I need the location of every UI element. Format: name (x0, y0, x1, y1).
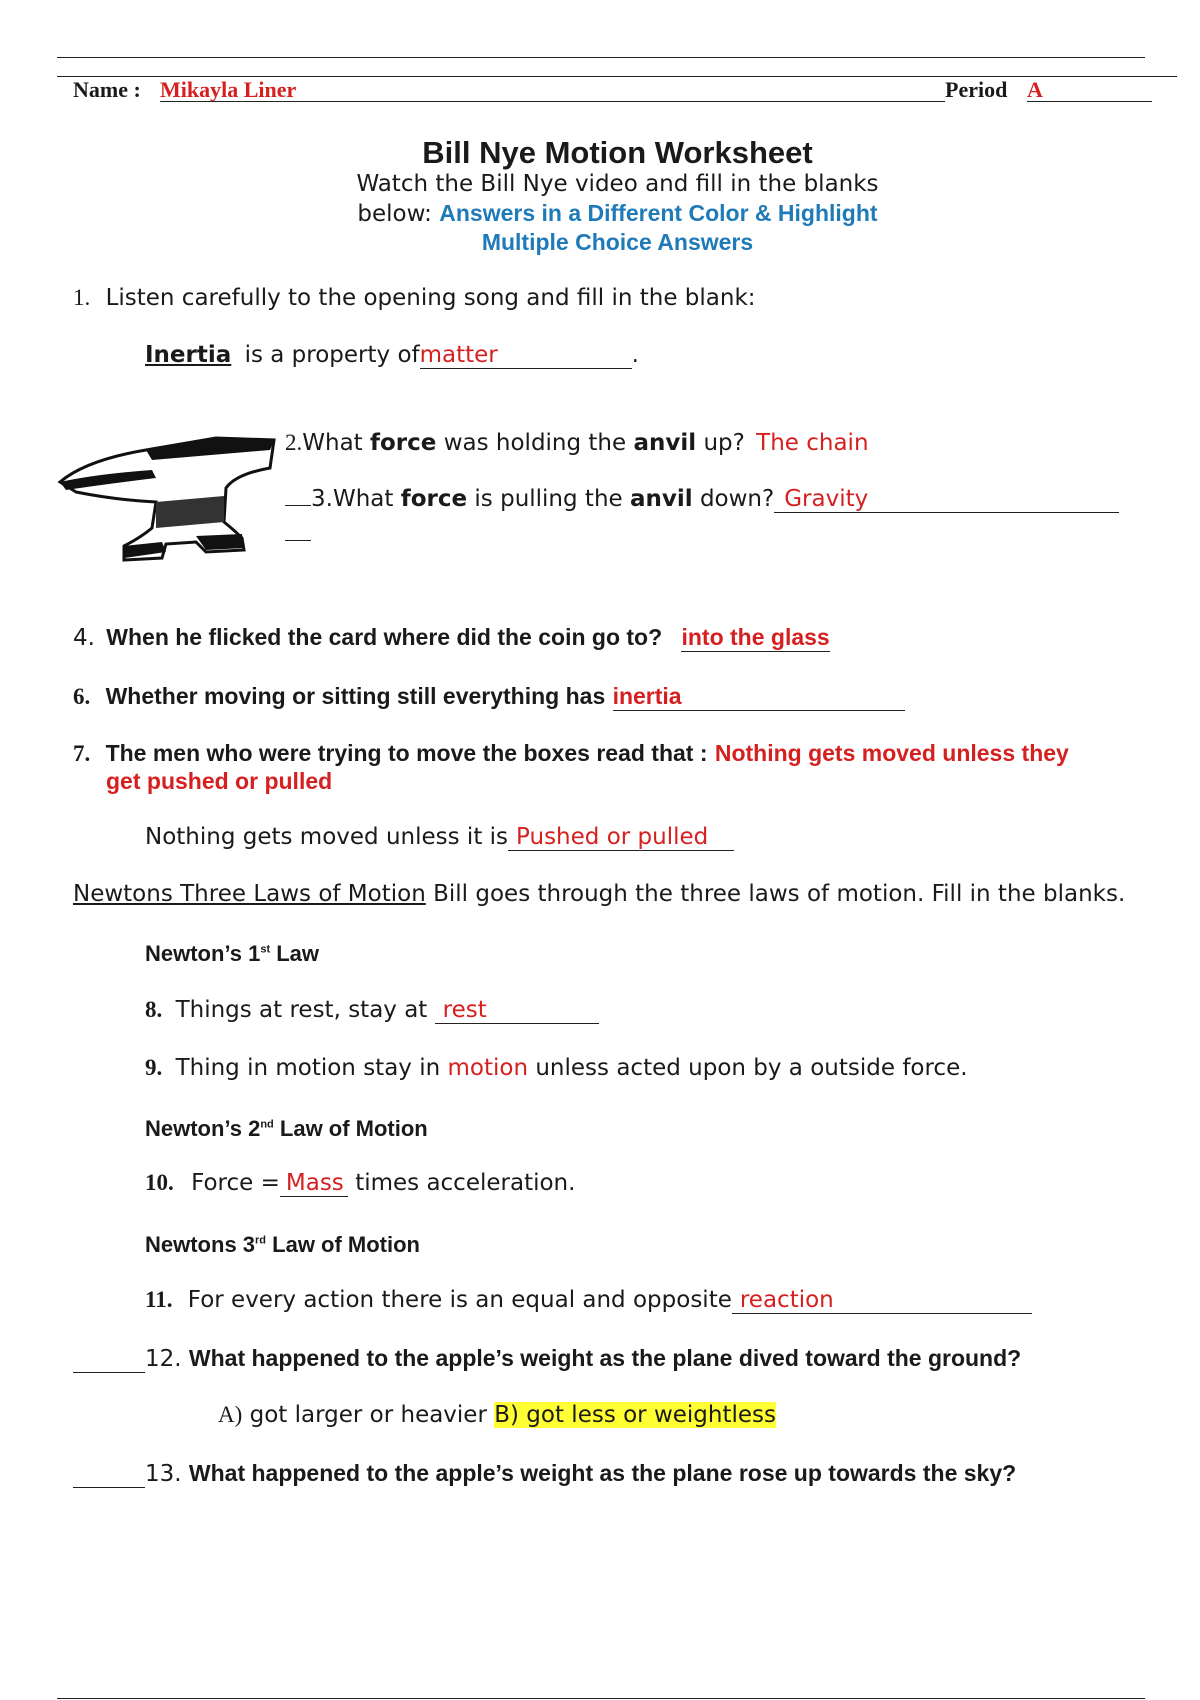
q1-term: Inertia (145, 342, 232, 368)
question-6 (73, 683, 905, 711)
q6-number: 6. (73, 684, 91, 709)
q6-answer[interactable]: inertia (613, 683, 905, 711)
q8-text: Things at rest, stay at (175, 997, 428, 1023)
q13-blank[interactable] (73, 1461, 145, 1488)
q12-option-b-highlighted[interactable]: B) got less or weightless (494, 1402, 777, 1428)
q3-bold-anvil: anvil (629, 486, 693, 512)
question-9 (145, 1055, 968, 1081)
period-label: Period (945, 77, 1008, 102)
anvil-illustration (56, 430, 278, 580)
q13-text: What happened to the apple’s weight as the plane rose up towards the sky? (188, 1460, 1017, 1486)
question-10 (145, 1170, 575, 1197)
q12-blank[interactable] (73, 1346, 145, 1373)
q10-answer[interactable]: Mass (280, 1170, 348, 1197)
q7-answer-line2[interactable]: get pushed or pulled (106, 768, 333, 794)
q13-number: 13. (145, 1461, 182, 1487)
q10-text-a: Force = (191, 1170, 280, 1196)
q3-text-b: is pulling the (467, 486, 630, 512)
name-value: Mikayla Liner (160, 77, 297, 102)
q1-number: 1. (73, 285, 91, 310)
q9-answer[interactable]: motion (447, 1055, 529, 1081)
q12-option-a[interactable]: got larger or heavier (249, 1402, 487, 1428)
q9-number: 9. (145, 1055, 163, 1080)
q7-answer-line1[interactable]: Nothing gets moved unless they (714, 740, 1069, 766)
q3-bold-force: force (400, 486, 468, 512)
question-3 (285, 486, 1119, 513)
newton-laws-intro (73, 881, 1125, 907)
q2-bold-force: force (370, 430, 437, 456)
q1-end: . (631, 342, 639, 368)
period-underline (1027, 101, 1152, 102)
q12-option-a-label: A) (218, 1402, 243, 1427)
law3-heading: Newtons 3rd Law of Motion (145, 1232, 420, 1257)
name-underline (160, 101, 945, 102)
question-12 (73, 1345, 1021, 1373)
question-2 (285, 430, 869, 456)
q2-text-c: up? (696, 430, 745, 456)
q8-answer[interactable]: rest (435, 997, 599, 1024)
q11-number: 11. (145, 1287, 173, 1312)
q3-answer[interactable]: Gravity (774, 486, 1119, 513)
q2-answer[interactable]: The chain (756, 430, 869, 456)
question-4 (73, 624, 830, 652)
question-11 (145, 1287, 1032, 1314)
q11-answer[interactable]: reaction (732, 1287, 1032, 1314)
q7-text: The men who were trying to move the boxes read that : (105, 740, 708, 766)
page-title: Bill Nye Motion Worksheet (422, 135, 813, 170)
name-label: Name : (73, 77, 141, 102)
answers-note: Answers in a Different Color & Highlight (439, 200, 878, 226)
law1-heading: Newton’s 1st Law (145, 941, 320, 966)
top-rule (57, 57, 1145, 58)
question-7 (73, 740, 1069, 767)
q4-text: When he flicked the card where did the coin go to? (106, 624, 663, 650)
question-8 (145, 997, 599, 1024)
question-1 (73, 285, 756, 311)
q11-text: For every action there is an equal and opposite (187, 1287, 732, 1313)
q8-number: 8. (145, 997, 163, 1022)
q10-text-b: times acceleration. (355, 1170, 576, 1196)
instructions-line2 (0, 200, 1200, 227)
q2-number: 2. (285, 430, 303, 455)
q7-fill-answer[interactable]: Pushed or pulled (508, 824, 734, 851)
q1-middle: is a property of (244, 342, 420, 368)
q1-answer[interactable]: matter (420, 342, 632, 369)
q12-text: What happened to the apple’s weight as the plane dived toward the ground? (188, 1345, 1022, 1371)
q12-options (218, 1402, 776, 1428)
q9-text-b: unless acted upon by a outside force. (535, 1055, 968, 1081)
q9-text-a: Thing in motion stay in (175, 1055, 441, 1081)
newton-laws-heading: Newtons Three Laws of Motion (73, 881, 426, 907)
q4-answer[interactable]: into the glass (681, 624, 830, 650)
q7-number: 7. (73, 741, 91, 766)
q4-number: 4. (73, 625, 95, 651)
q6-text: Whether moving or sitting still everything has (105, 683, 606, 709)
q12-number: 12. (145, 1346, 182, 1372)
instructions-line1: Watch the Bill Nye video and fill in the blanks (356, 171, 879, 197)
q3-extra-blank (285, 540, 311, 541)
q2-text-a: What (302, 430, 370, 456)
law2-heading: Newton’s 2nd Law of Motion (145, 1116, 428, 1141)
bottom-rule (57, 1698, 1145, 1699)
q3-text-c: down? (692, 486, 775, 512)
instructions-prefix: below: (357, 201, 432, 227)
q3-blank[interactable] (285, 505, 311, 506)
question-13 (73, 1460, 1016, 1488)
q2-bold-anvil: anvil (633, 430, 697, 456)
q3-number: 3. (311, 486, 333, 512)
q3-text-a: What (332, 486, 401, 512)
period-value: A (1027, 77, 1043, 102)
q7-fill (145, 824, 734, 851)
q2-text-b: was holding the (436, 430, 634, 456)
answers-note-line2: Multiple Choice Answers (481, 229, 754, 255)
q1-text: Listen carefully to the opening song and fill in the blank: (105, 285, 756, 311)
q7-fill-text: Nothing gets moved unless it is (145, 824, 509, 850)
q10-number: 10. (145, 1170, 174, 1195)
newton-laws-instructions: Bill goes through the three laws of motion. Fill in the blanks. (433, 881, 1126, 907)
q1-fill (145, 342, 639, 369)
